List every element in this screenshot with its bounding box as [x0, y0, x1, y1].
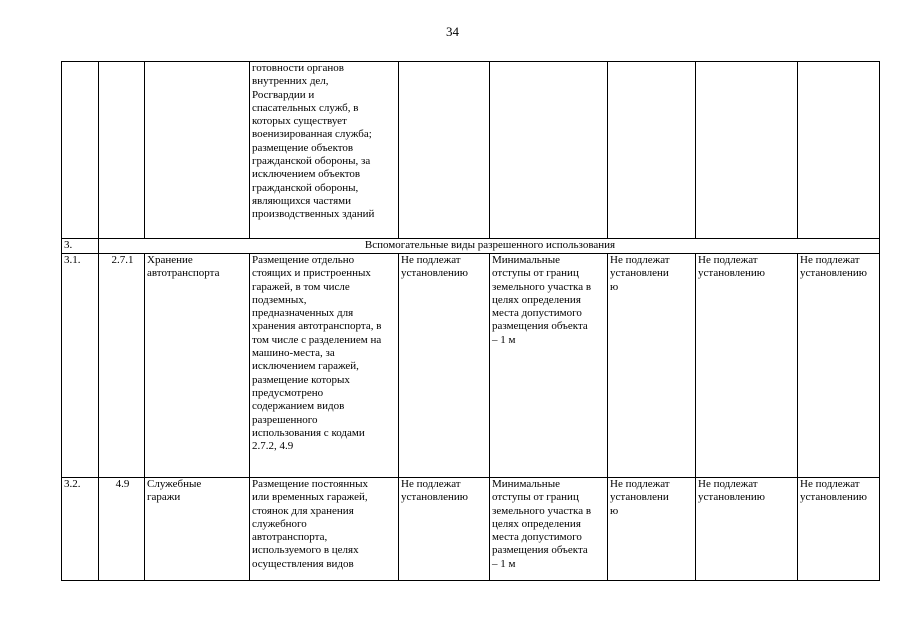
section-header-row — [62, 239, 880, 254]
zoning-table — [61, 61, 880, 581]
cell-col5: Не подлежат установлению — [399, 478, 490, 581]
cell-col9: Не подлежат установлению — [798, 254, 880, 478]
cell-col5: Не подлежат установлению — [399, 254, 490, 478]
cell-col7: Не подлежат установлени ю — [608, 478, 696, 581]
table-row — [62, 478, 880, 581]
section-number: 3. — [62, 239, 99, 254]
cell-code: 4.9 — [99, 478, 145, 581]
cell-col9: Не подлежат установлению — [798, 478, 880, 581]
cell-num: 3.2. — [62, 478, 99, 581]
section-title: Вспомогательные виды разрешенного использования — [99, 239, 880, 254]
cell-description: Размещение постоянных или временных гаражей, стоянок для хранения служебного автотранспорта, используемого в целях осуществления видов — [250, 478, 399, 581]
cell-col6 — [490, 62, 608, 239]
cell-name — [145, 62, 250, 239]
cell-col7 — [608, 62, 696, 239]
cell-description: готовности органов внутренних дел, Росгвардии и спасательных служб, в которых существует военизированная служба; размещение объектов гражданской обороны, за исключением объектов гражданской обороны, являющихся частями производственных зданий — [250, 62, 399, 239]
cell-col8: Не подлежат установлению — [696, 254, 798, 478]
cell-col9 — [798, 62, 880, 239]
cell-col7: Не подлежат установлени ю — [608, 254, 696, 478]
table-row-continuation — [62, 62, 880, 239]
cell-col8: Не подлежат установлению — [696, 478, 798, 581]
cell-code — [99, 62, 145, 239]
cell-description: Размещение отдельно стоящих и пристроенных гаражей, в том числе подземных, предназначенных для хранения автотранспорта, в том числе с разделением на машино-места, за исключением гаражей, размещение которых предусмотрено содержанием видов разрешенного использования с кодами 2.7.2, 4.9 — [250, 254, 399, 478]
cell-name: Служебные гаражи — [145, 478, 250, 581]
cell-col8 — [696, 62, 798, 239]
table-row — [62, 254, 880, 478]
cell-col6: Минимальные отступы от границ земельного участка в целях определения места допустимого размещения объекта – 1 м — [490, 478, 608, 581]
cell-code: 2.7.1 — [99, 254, 145, 478]
cell-col6: Минимальные отступы от границ земельного участка в целях определения места допустимого размещения объекта – 1 м — [490, 254, 608, 478]
cell-col5 — [399, 62, 490, 239]
cell-num: 3.1. — [62, 254, 99, 478]
cell-name: Хранение автотранспорта — [145, 254, 250, 478]
cell-num — [62, 62, 99, 239]
page-number: 34 — [446, 24, 459, 39]
